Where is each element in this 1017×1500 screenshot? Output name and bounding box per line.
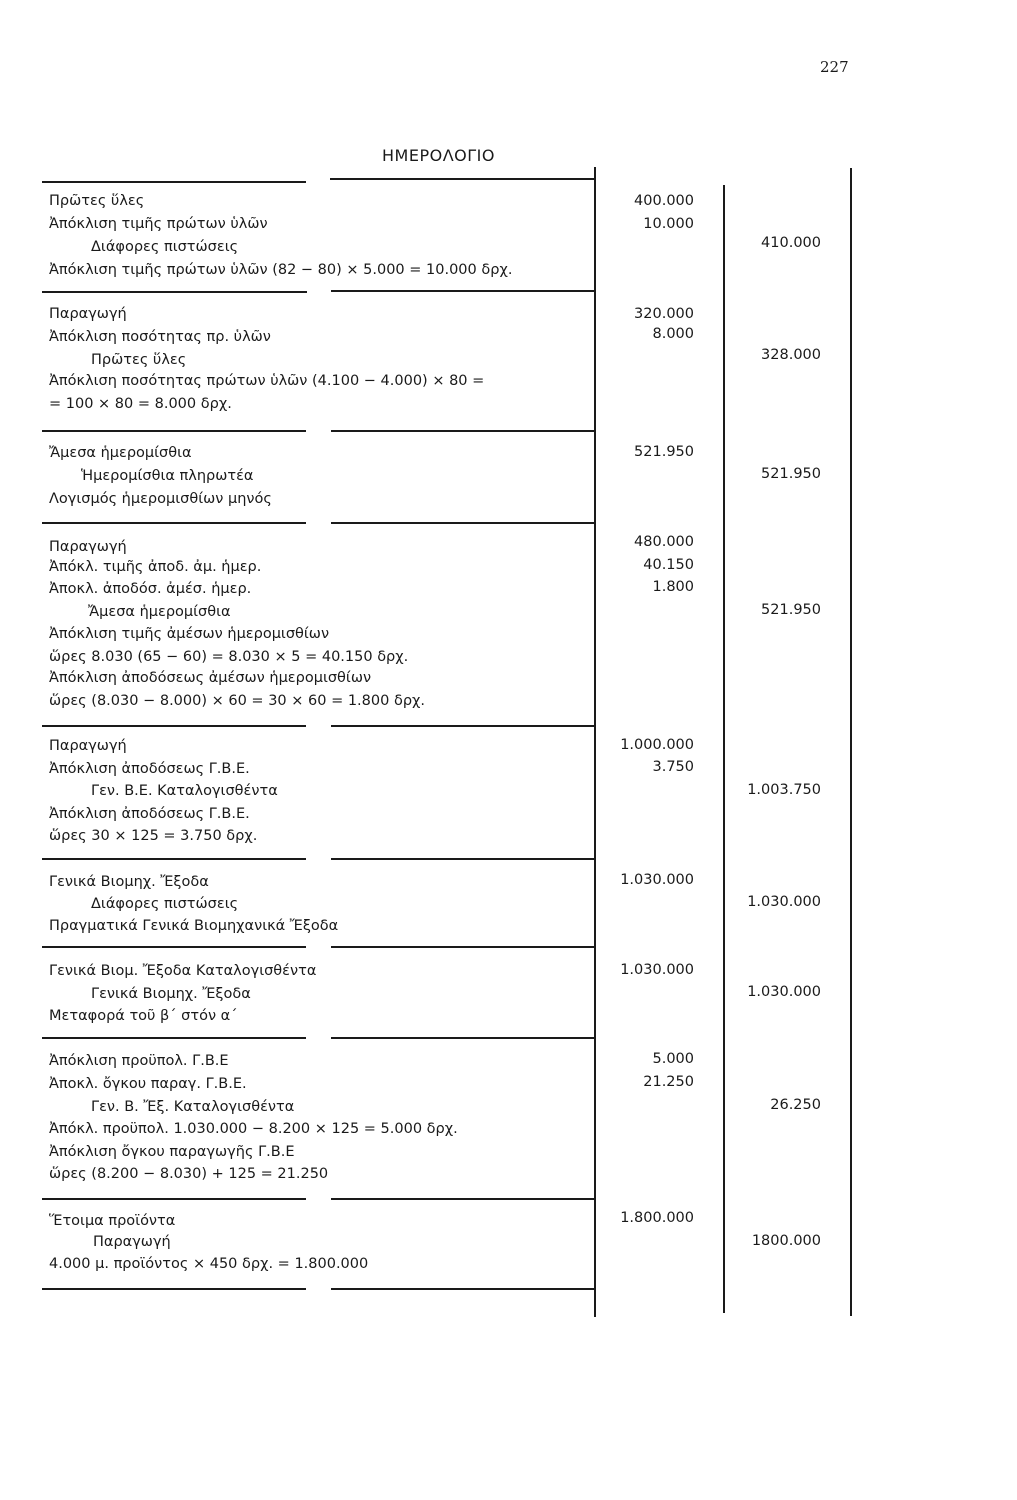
entry-line: Ἀπόκλιση ποσότητας πρώτων ὑλῶν (4.100 − 4.000) × 80 = — [49, 373, 485, 389]
debit-amount: 480.000 — [634, 534, 694, 550]
entry-line: Ἡμερομίσθια πληρωτέα — [81, 468, 254, 484]
debit-amount: 521.950 — [634, 444, 694, 460]
entry-line: Ἀπόκλ. προϋπολ. 1.030.000 − 8.200 × 125 = 5.000 δρχ. — [49, 1121, 458, 1137]
entry-separator — [42, 291, 307, 293]
credit-amount: 521.950 — [761, 602, 821, 618]
entry-line: Μεταφορά τοῦ β΄ στόν α΄ — [49, 1008, 238, 1024]
entry-line: Γεν. Β. Ἔξ. Καταλογισθέντα — [91, 1099, 295, 1115]
entry-line: Ἀπόκλιση ἀποδόσεως Γ.Β.Ε. — [49, 806, 250, 822]
credit-amount: 328.000 — [761, 347, 821, 363]
page-number: 227 — [820, 58, 849, 76]
credit-amount: 1.030.000 — [747, 894, 821, 910]
debit-amount: 320.000 — [634, 306, 694, 322]
credit-amount: 1800.000 — [751, 1233, 821, 1249]
entry-separator — [42, 946, 306, 948]
entry-line: Γενικά Βιομηχ. Ἔξοδα — [49, 874, 209, 890]
credit-amount: 1.003.750 — [747, 782, 821, 798]
entry-separator — [42, 1037, 306, 1039]
entry-line: Ἀποκλ. ὄγκου παραγ. Γ.Β.Ε. — [49, 1076, 247, 1092]
credit-amount: 410.000 — [761, 235, 821, 251]
entry-separator — [331, 430, 595, 432]
entry-line: Ἄμεσα ἡμερομίσθια — [88, 604, 231, 620]
header-rule-right — [330, 178, 595, 180]
entry-separator — [331, 858, 595, 860]
header-rule-left — [42, 181, 306, 183]
entry-line: Γενικά Βιομ. Ἔξοδα Καταλογισθέντα — [49, 963, 317, 979]
entry-line: = 100 × 80 = 8.000 δρχ. — [49, 396, 232, 412]
entry-separator — [42, 1288, 306, 1290]
debit-amount: 1.030.000 — [620, 962, 694, 978]
debit-amount: 1.030.000 — [620, 872, 694, 888]
entry-separator — [331, 522, 595, 524]
column-divider-left — [594, 167, 596, 1317]
debit-amount: 5.000 — [652, 1051, 694, 1067]
column-divider-right — [850, 168, 852, 1316]
entry-line: ὥρες (8.200 − 8.030) + 125 = 21.250 — [49, 1166, 329, 1182]
entry-line: Ἀπόκλιση προϋπολ. Γ.Β.Ε — [49, 1053, 229, 1069]
journal-title: ΗΜΕΡΟΛΟΓΙΟ — [382, 146, 495, 165]
entry-separator — [42, 725, 306, 727]
entry-line: Ἄμεσα ἡμερομίσθια — [49, 445, 192, 461]
entry-separator — [331, 290, 595, 292]
entry-line: Ἕτοιμα προϊόντα — [49, 1213, 176, 1229]
entry-separator — [331, 1288, 595, 1290]
entry-line: Παραγωγή — [93, 1234, 171, 1250]
entry-line: Ἀπόκλιση ἀποδόσεως Γ.Β.Ε. — [49, 761, 250, 777]
entry-line: Ἀπόκλ. τιμῆς ἀποδ. ἀμ. ἡμερ. — [49, 559, 262, 575]
entry-line: Ἀπόκλιση τιμῆς πρώτων ὑλῶν — [49, 216, 268, 232]
entry-line: Ἀπόκλιση ποσότητας πρ. ὑλῶν — [49, 329, 271, 345]
entry-line: Γενικά Βιομηχ. Ἔξοδα — [91, 986, 251, 1002]
entry-line: Πρῶτες ὕλες — [91, 352, 187, 368]
entry-line: ὥρες 8.030 (65 − 60) = 8.030 × 5 = 40.150 δρχ. — [49, 649, 409, 665]
entry-line: Λογισμός ἡμερομισθίων μηνός — [49, 491, 272, 507]
debit-amount: 400.000 — [634, 193, 694, 209]
entry-separator — [42, 1198, 306, 1200]
debit-amount: 10.000 — [643, 216, 694, 232]
entry-line: Παραγωγή — [49, 738, 127, 754]
entry-line: Πρῶτες ὕλες — [49, 193, 145, 209]
debit-amount: 3.750 — [652, 759, 694, 775]
entry-line: Πραγματικά Γενικά Βιομηχανικά Ἔξοδα — [49, 918, 339, 934]
entry-separator — [42, 522, 306, 524]
entry-line: ὥρες (8.030 − 8.000) × 60 = 30 × 60 = 1.800 δρχ. — [49, 693, 426, 709]
entry-line: Διάφορες πιστώσεις — [91, 239, 239, 255]
entry-line: ὥρες 30 × 125 = 3.750 δρχ. — [49, 828, 258, 844]
entry-line: Ἀπόκλιση ὄγκου παραγωγῆς Γ.Β.Ε — [49, 1144, 295, 1160]
entry-line: Ἀποκλ. ἀποδόσ. ἀμέσ. ἡμερ. — [49, 581, 252, 597]
entry-separator — [331, 725, 595, 727]
debit-amount: 1.000.000 — [620, 737, 694, 753]
entry-line: Γεν. Β.Ε. Καταλογισθέντα — [91, 783, 278, 799]
credit-amount: 521.950 — [761, 466, 821, 482]
entry-line: 4.000 μ. προϊόντος × 450 δρχ. = 1.800.000 — [49, 1256, 369, 1272]
entry-separator — [331, 1198, 595, 1200]
debit-amount: 1.800 — [652, 579, 694, 595]
debit-amount: 1.800.000 — [620, 1210, 694, 1226]
entry-line: Διάφορες πιστώσεις — [91, 896, 239, 912]
entry-separator — [331, 1037, 595, 1039]
entry-line: Ἀπόκλιση τιμῆς πρώτων ὑλῶν (82 − 80) × 5.000 = 10.000 δρχ. — [49, 262, 513, 278]
debit-amount: 8.000 — [652, 326, 694, 342]
entry-separator — [42, 430, 306, 432]
entry-line: Ἀπόκλιση ἀποδόσεως ἀμέσων ἡμερομισθίων — [49, 670, 372, 686]
entry-line: Παραγωγή — [49, 539, 127, 555]
column-divider-middle — [723, 185, 725, 1313]
entry-line: Παραγωγή — [49, 306, 127, 322]
entry-separator — [42, 858, 306, 860]
credit-amount: 26.250 — [770, 1097, 821, 1113]
credit-amount: 1.030.000 — [747, 984, 821, 1000]
debit-amount: 40.150 — [643, 557, 694, 573]
entry-separator — [331, 946, 595, 948]
debit-amount: 21.250 — [643, 1074, 694, 1090]
entry-line: Ἀπόκλιση τιμῆς ἀμέσων ἡμερομισθίων — [49, 626, 330, 642]
